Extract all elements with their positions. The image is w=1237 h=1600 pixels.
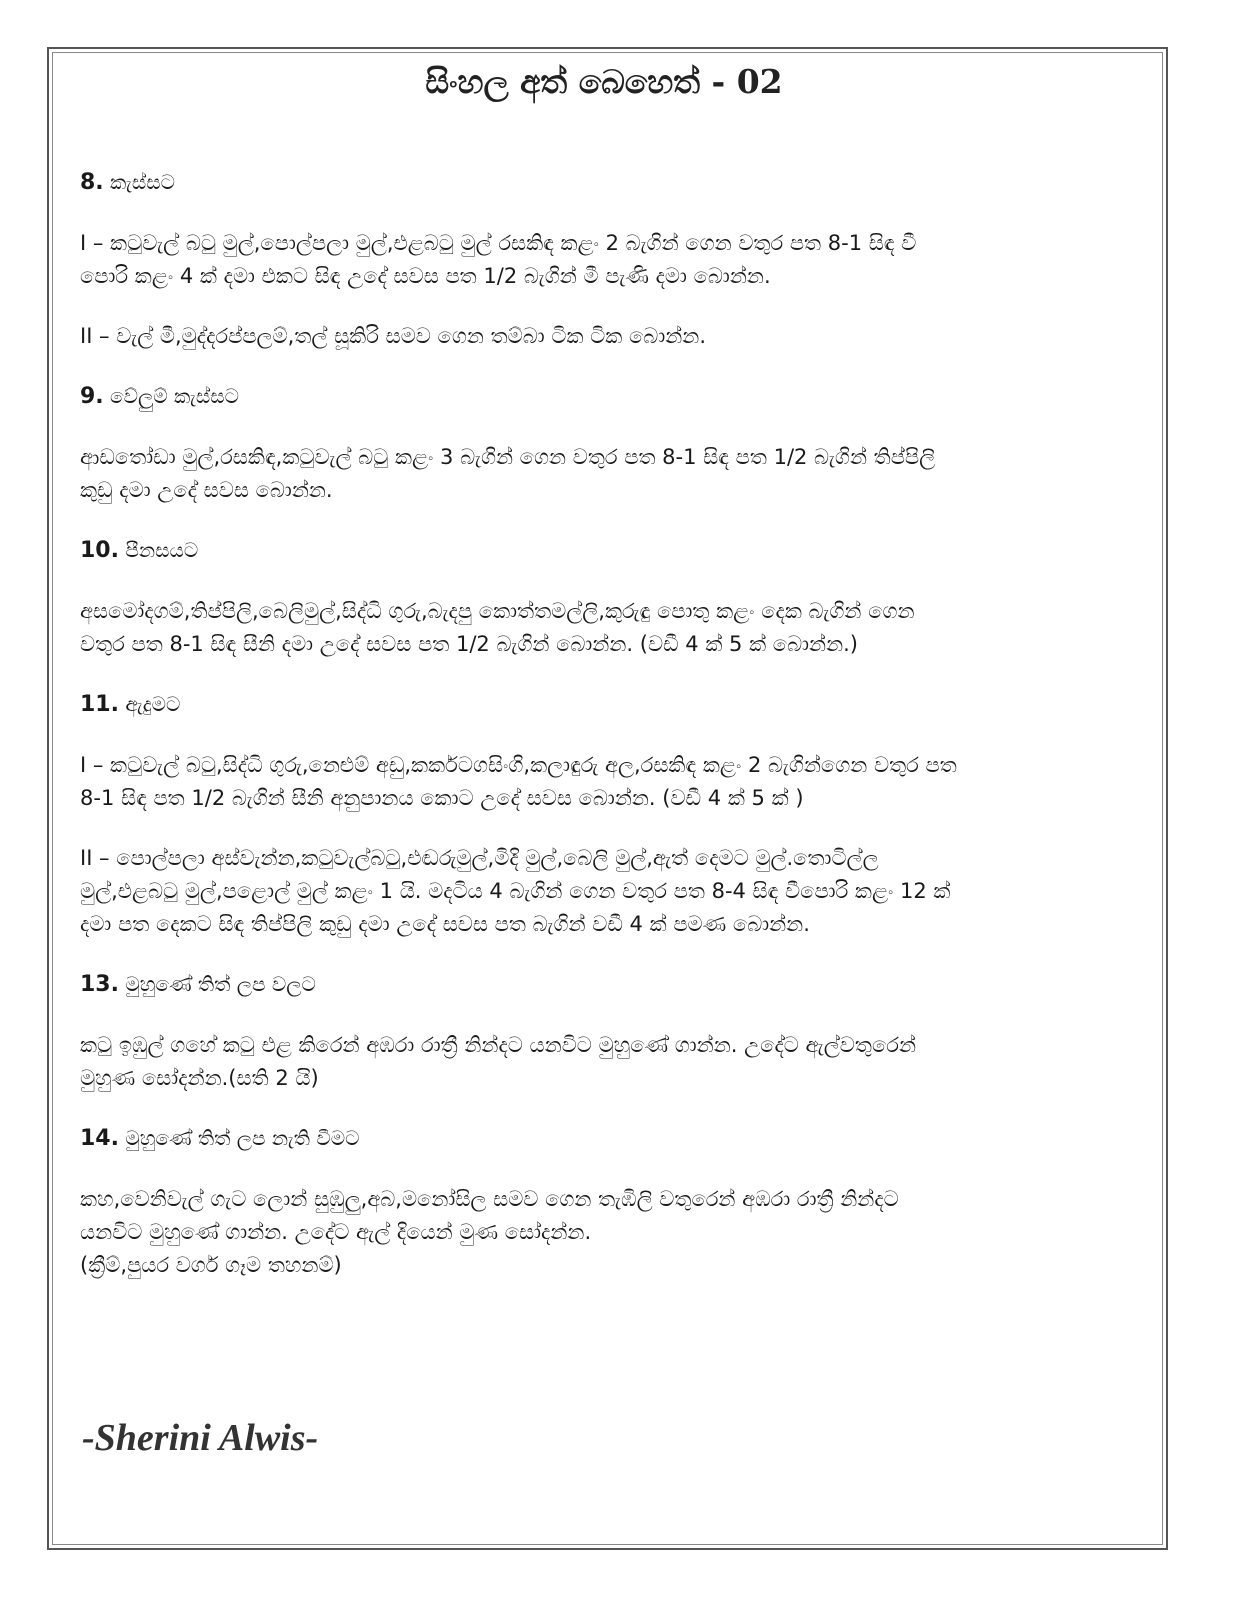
section-sinus bbox=[80, 534, 1140, 661]
section-cough bbox=[80, 166, 1140, 353]
section-number: 10. bbox=[80, 538, 119, 563]
section-heading bbox=[80, 1122, 1140, 1155]
text-line: මුල්,එළබටු මුල්,පළොල් මුල් කළං 1 යි. මදටිය 4 බැගින් ගෙන වතුර පත 8-4 සිඳ වීපොරි කළං 12 ක් bbox=[80, 879, 951, 903]
document-body bbox=[80, 166, 1140, 1307]
text-line: යනවිට මුහුණේ ගාන්න. උදේට ඇල් දියෙන් මුණ සෝදන්න. bbox=[80, 1220, 592, 1244]
text-line: කටු ඉඹුල් ගහේ කටු එළ කිරෙන් අඹරා රාත්‍රී නින්දට යනවිට මුහුණේ ගාන්න. උදේට ඇල්වතුරෙන් bbox=[80, 1033, 916, 1057]
section-title: මුහුණේ තිත් ලප නැති වීමට bbox=[125, 1126, 360, 1150]
section-remove-face-spots bbox=[80, 1122, 1140, 1282]
text-line: වතුර පත 8-1 සිඳ සීනි දමා උදේ සවස පත 1/2 බැගින් බොන්න. (වඩී 4 ක් 5 ක් බොන්න.) bbox=[80, 632, 859, 656]
remedy-paragraph bbox=[80, 441, 1140, 507]
text-line: දමා පත දෙකට සිඳ තිප්පිලි කුඩු දමා උදේ සවස පත බැගින් වඩී 4 ක් පමණ බොන්න. bbox=[80, 912, 810, 936]
text-line: පොරි කළං 4 ක් දමා එකට සිඳ උදේ සවස පත 1/2 බැගින් මී පැණි දමා බොන්න. bbox=[80, 264, 771, 288]
text-line: අසමෝදගම්,තිප්පිලි,බෙලිමුල්,සිද්ධි ගුරු,බැදපු කොත්තමල්ලි,කුරුඳු පොතු කළං දෙක බැගින් ගෙන bbox=[80, 599, 915, 623]
section-number: 13. bbox=[80, 972, 119, 997]
section-heading bbox=[80, 380, 1140, 413]
text-line: කුඩු දමා උදේ සවස බොන්න. bbox=[80, 478, 333, 502]
section-number: 11. bbox=[80, 692, 119, 717]
text-line: මුහුණ සෝදන්න.(සති 2 යි) bbox=[80, 1066, 319, 1090]
text-line: (ක්‍රීම්,පුයර වර්ග ගෑම තහනම්) bbox=[80, 1253, 342, 1277]
remedy-paragraph bbox=[80, 595, 1140, 661]
section-title: පීනසයට bbox=[125, 538, 199, 562]
remedy-paragraph bbox=[80, 1183, 1140, 1282]
section-number: 14. bbox=[80, 1126, 119, 1151]
text-line: කහ,වෙනිවැල් ගැට ලොන් සුඹුලු,අබ,මනෝසිල සමව ගෙන තැඹිලි වතුරෙන් අඹරා රාත්‍රී නින්දට bbox=[80, 1187, 899, 1211]
text-line: II – පොල්පලා අස්වැන්න,කටුවැල්බටු,එඬරුමුල්,මිදි මුල්,බෙලි මුල්,ඇත් දෙමට මුල්.තොටිල්ල bbox=[80, 846, 879, 870]
section-title: කැස්සට bbox=[110, 170, 175, 194]
section-number: 9. bbox=[80, 384, 104, 409]
page-title: සිංහල අත් බෙහෙත් - 02 bbox=[425, 62, 783, 101]
text-line: II – වැල් මී,මුද්දරප්පලම්,තල් සූකිරි සමව ගෙන තම්බා ටික ටික බොන්න. bbox=[80, 324, 707, 348]
text-line: I – කටුවැල් බටු,සිද්ධි ගුරු,නෙළුම් අඩු,කර්කටගසිංගි,කලාඳුරු අල,රසකිඳ කළං 2 බැගින්ගෙන වතුර පත bbox=[80, 753, 957, 777]
section-heading bbox=[80, 688, 1140, 721]
section-heading bbox=[80, 534, 1140, 567]
section-dry-cough bbox=[80, 380, 1140, 507]
author-signature: -Sherini Alwis- bbox=[82, 1417, 319, 1459]
text-line: I – කටුවැල් බටු මුල්,පොල්පලා මුල්,එළබටු මුල් රසකිඳ කළං 2 බැගින් ගෙන වතුර පත 8-1 සිඳ වී bbox=[80, 231, 917, 255]
section-heading bbox=[80, 968, 1140, 1001]
remedy-paragraph bbox=[80, 842, 1140, 941]
remedy-paragraph bbox=[80, 320, 1140, 353]
section-title: ඇදුමට bbox=[125, 692, 181, 716]
remedy-paragraph bbox=[80, 749, 1140, 815]
section-title: වේලුම් කැස්සට bbox=[110, 384, 239, 408]
section-face-spots bbox=[80, 968, 1140, 1095]
text-line: ආඩතෝඩා මුල්,රසකිඳ,කටුවැල් බටු කළං 3 බැගින් ගෙන වතුර පත 8-1 සිඳ පත 1/2 බැගින් තිප්පිලි bbox=[80, 445, 936, 469]
section-heading bbox=[80, 166, 1140, 199]
section-title: මුහුණේ තිත් ලප වලට bbox=[125, 972, 316, 996]
remedy-paragraph bbox=[80, 1029, 1140, 1095]
section-number: 8. bbox=[80, 170, 104, 195]
section-asthma bbox=[80, 688, 1140, 941]
remedy-paragraph bbox=[80, 227, 1140, 293]
text-line: 8-1 සිඳ පත 1/2 බැගින් සීනි අනුපානය කොට උදේ සවස බොන්න. (වඩී 4 ක් 5 ක් ) bbox=[80, 786, 804, 810]
